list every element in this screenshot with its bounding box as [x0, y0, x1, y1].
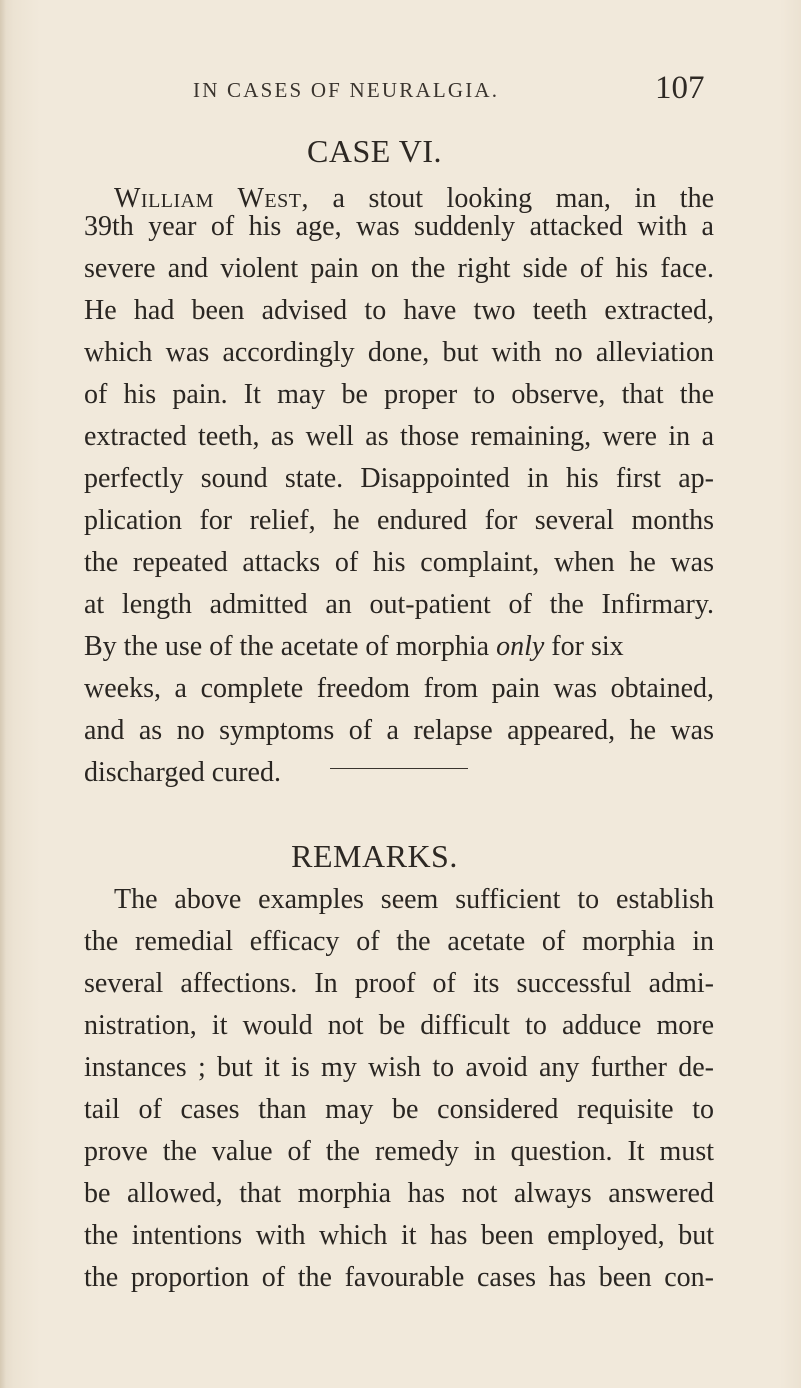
case-line: plication for relief, he endured for several months [84, 505, 714, 536]
case-line: of his pain. It may be proper to observe, that the [84, 379, 714, 410]
case-line: which was accordingly done, but with no alleviation [84, 337, 714, 368]
case-line: weeks, a complete freedom from pain was obtained, [84, 673, 714, 704]
running-title: IN CASES OF NEURALGIA. [193, 78, 500, 102]
case-line: and as no symptoms of a relapse appeared, he was [84, 715, 714, 746]
case-heading: CASE VI. [307, 133, 442, 169]
remarks-line: nistration, it would not be difficult to adduce more [84, 1010, 714, 1041]
case-line: perfectly sound state. Disappointed in his first ap- [84, 463, 714, 494]
remarks-line: the intentions with which it has been employed, but [84, 1220, 714, 1251]
emphasis-only: only [496, 631, 545, 662]
patient-name: William West, [114, 183, 309, 214]
case-line: By the use of the acetate of morphia only for six [84, 631, 624, 662]
remarks-line: the proportion of the favourable cases has been con- [84, 1262, 714, 1293]
remarks-line: instances ; but it is my wish to avoid any further de- [84, 1052, 714, 1083]
case-line: extracted teeth, as well as those remaining, were in a [84, 421, 714, 452]
case-line: at length admitted an out-patient of the Infirmary. [84, 589, 714, 620]
case-line: discharged cured. [84, 757, 281, 788]
remarks-line: several affections. In proof of its successful admi- [84, 968, 714, 999]
remarks-heading: REMARKS. [291, 838, 458, 874]
page-number: 107 [655, 70, 705, 106]
remarks-line: be allowed, that morphia has not always answered [84, 1178, 714, 1209]
case-line: severe and violent pain on the right side of his face. [84, 253, 714, 284]
remarks-line: the remedial efficacy of the acetate of morphia in [84, 926, 714, 957]
binding-shadow [0, 0, 6, 1388]
case-line: He had been advised to have two teeth extracted, [84, 295, 714, 326]
section-divider [330, 768, 468, 769]
remarks-line: tail of cases than may be considered requisite to [84, 1094, 714, 1125]
case-line: the repeated attacks of his complaint, when he was [84, 547, 714, 578]
case-line: William West, a stout looking man, in the [114, 183, 715, 214]
case-line: 39th year of his age, was suddenly attacked with a [84, 211, 714, 242]
remarks-line: The above examples seem sufficient to establish [114, 884, 714, 915]
remarks-line: prove the value of the remedy in question. It must [84, 1136, 714, 1167]
